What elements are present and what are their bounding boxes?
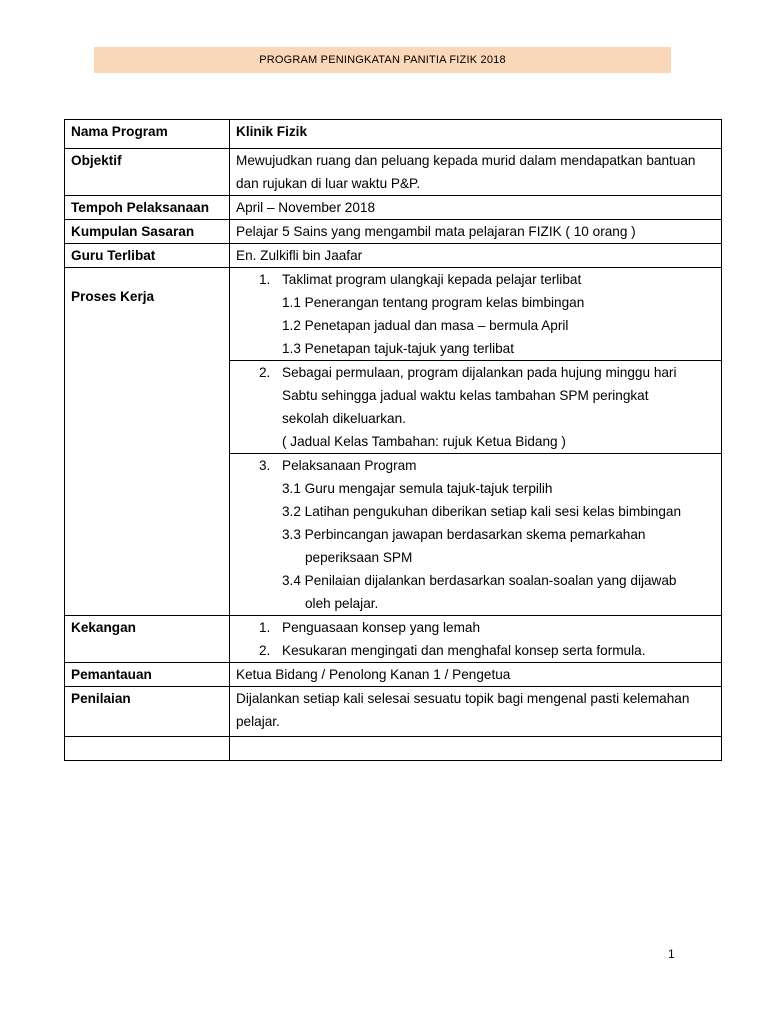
- sub-item: 3.1 Guru mengajar semula tajuk-tajuk terpilih: [282, 481, 553, 496]
- value-pemantauan: Ketua Bidang / Penolong Kanan 1 / Pengetua: [230, 663, 722, 687]
- label-guru: Guru Terlibat: [65, 244, 230, 268]
- sub-item: 3.4 Penilaian dijalankan berdasarkan soalan-soalan yang dijawab: [282, 573, 677, 588]
- list-number: 2.: [259, 643, 271, 658]
- table-row-kekangan: [65, 616, 722, 663]
- list-item: [236, 361, 715, 384]
- sub-item: 1.3 Penetapan tajuk-tajuk yang terlibat: [282, 341, 515, 356]
- value-tempoh: April – November 2018: [230, 196, 722, 220]
- list-text-continuation: Sabtu sehingga jadual waktu kelas tambahan SPM peringkat: [282, 388, 649, 403]
- label-kumpulan: Kumpulan Sasaran: [65, 220, 230, 244]
- list-item: [236, 639, 715, 662]
- value-kumpulan: Pelajar 5 Sains yang mengambil mata pelajaran FIZIK ( 10 orang ): [230, 220, 722, 244]
- list-number: 3.: [259, 458, 271, 473]
- table-row-tempoh: [65, 196, 722, 220]
- label-pemantauan: Pemantauan: [65, 663, 230, 687]
- label-kekangan: Kekangan: [65, 616, 230, 663]
- list-item: [236, 616, 715, 639]
- objektif-line: Mewujudkan ruang dan peluang kepada murid dalam mendapatkan bantuan: [236, 153, 696, 168]
- sub-item: 3.3 Perbincangan jawapan berdasarkan skema pemarkahan: [282, 527, 646, 542]
- sub-item-continuation: oleh pelajar.: [305, 596, 379, 611]
- table-row-empty: [65, 737, 722, 761]
- sub-item: 1.2 Penetapan jadual dan masa – bermula April: [282, 318, 569, 333]
- list-text: Sebagai permulaan, program dijalankan pada hujung minggu hari: [282, 365, 677, 380]
- page-number: 1: [668, 947, 675, 961]
- list-text: Taklimat program ulangkaji kepada pelajar terlibat: [282, 272, 582, 287]
- sub-item-continuation: peperiksaan SPM: [305, 550, 413, 565]
- value-nama-program: Klinik Fizik: [230, 120, 722, 149]
- list-text-continuation: sekolah dikeluarkan.: [282, 411, 406, 426]
- value-guru: En. Zulkifli bin Jaafar: [230, 244, 722, 268]
- objektif-line: dan rujukan di luar waktu P&P.: [236, 176, 421, 191]
- penilaian-line: pelajar.: [236, 714, 280, 729]
- list-number: 2.: [259, 365, 271, 380]
- document-title: PROGRAM PENINGKATAN PANITIA FIZIK 2018: [259, 54, 506, 66]
- sub-item: 1.1 Penerangan tentang program kelas bimbingan: [282, 295, 585, 310]
- program-table: [64, 119, 722, 761]
- list-item: [236, 268, 715, 291]
- table-row-objektif: [65, 149, 722, 196]
- proses-step-1: [230, 268, 722, 361]
- table-row-nama-program: [65, 120, 722, 149]
- list-text: Penguasaan konsep yang lemah: [282, 620, 481, 635]
- table-row-proses-1: [65, 268, 722, 361]
- table-row-guru: [65, 244, 722, 268]
- list-text: Kesukaran mengingati dan menghafal konsep serta formula.: [282, 643, 646, 658]
- list-item: [236, 454, 715, 477]
- table-row-penilaian: [65, 687, 722, 737]
- empty-cell: [65, 737, 230, 761]
- label-penilaian: Penilaian: [65, 687, 230, 737]
- label-tempoh: Tempoh Pelaksanaan: [65, 196, 230, 220]
- proses-step-3: [230, 454, 722, 616]
- proses-step-2: [230, 361, 722, 454]
- list-number: 1.: [259, 272, 271, 287]
- penilaian-line: Dijalankan setiap kali selesai sesuatu topik bagi mengenal pasti kelemahan: [236, 691, 690, 706]
- sub-item: 3.2 Latihan pengukuhan diberikan setiap kali sesi kelas bimbingan: [282, 504, 682, 519]
- value-penilaian: [230, 687, 722, 737]
- value-objektif: [230, 149, 722, 196]
- label-proses-kerja: Proses Kerja: [65, 268, 230, 616]
- value-kekangan: [230, 616, 722, 663]
- list-text-continuation: ( Jadual Kelas Tambahan: rujuk Ketua Bidang ): [282, 434, 566, 449]
- empty-cell: [230, 737, 722, 761]
- list-text: Pelaksanaan Program: [282, 458, 417, 473]
- table-row-pemantauan: [65, 663, 722, 687]
- label-objektif: Objektif: [65, 149, 230, 196]
- table-row-kumpulan: [65, 220, 722, 244]
- list-number: 1.: [259, 620, 271, 635]
- document-title-banner: [94, 47, 671, 73]
- label-nama-program: Nama Program: [65, 120, 230, 149]
